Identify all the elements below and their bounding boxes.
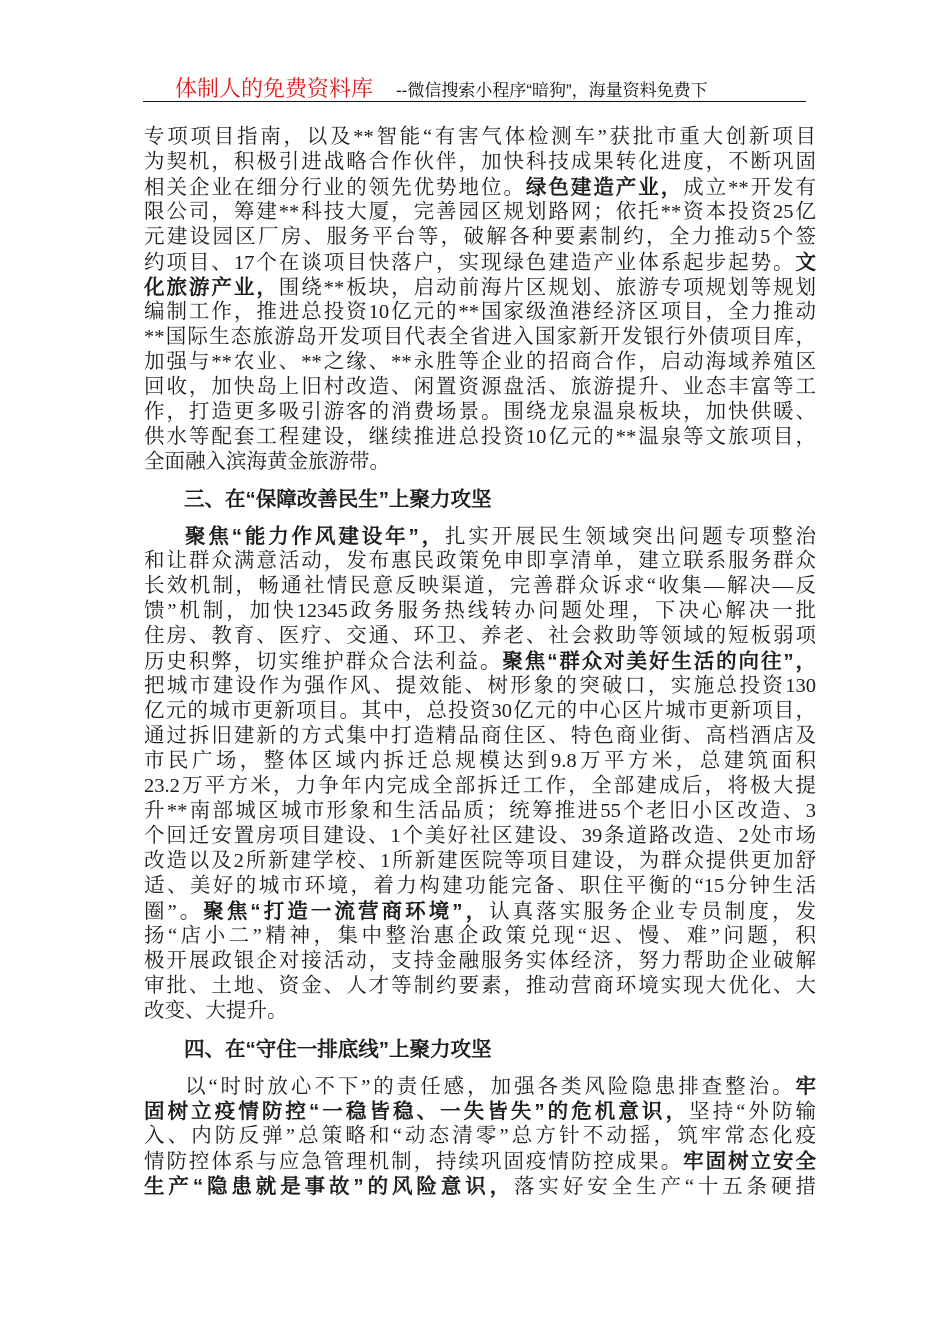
text-line — [144, 974, 816, 999]
text-line — [144, 624, 816, 649]
text-segment: 改变、大提升。 — [144, 1000, 288, 1022]
text-line — [144, 175, 816, 200]
text-segment: 全面融入滨海黄金旅游带。 — [144, 451, 390, 473]
text-segment: 适、美好的城市环境，着力构建功能完备、职住平衡的“15分钟生活 — [144, 875, 816, 897]
bold-text-segment: 聚焦“打造一流营商环境”， — [203, 900, 490, 923]
text-segment: 把城市建设作为强作风、提效能、树形象的突破口，实施总投资130 — [144, 675, 816, 697]
text-segment: 23.2万平方米，力争年内完成全部拆迁工作，全部建成后，将极大提 — [144, 775, 816, 797]
text-segment: 元建设园区厂房、服务平台等，破解各种要素制约，全力推动5个签 — [144, 226, 816, 248]
bold-text-segment: 生产“隐患就是事故”的风险意识， — [144, 1175, 515, 1198]
text-line — [144, 699, 816, 724]
text-segment: 馈”机制，加快12345政务服务热线转办问题处理，下决心解决一批 — [144, 600, 816, 622]
text-segment: 作，打造更多吸引游客的消费场景。围绕龙泉温泉板块，加快供暖、 — [144, 401, 816, 423]
text-segment: 编制工作，推进总投资10亿元的**国家级渔港经济区项目，全力推动 — [144, 301, 816, 323]
text-segment: 和让群众满意活动，发布惠民政策免申即享清单，建立联系服务群众 — [144, 550, 816, 572]
text-segment: 限公司，筹建**科技大厦，完善园区规划路网；依托**资本投资25亿 — [144, 201, 816, 223]
text-segment: 情防控体系与应急管理机制，持续巩固疫情防控成果。 — [144, 1151, 684, 1173]
text-line — [144, 1174, 816, 1199]
text-segment: 通过拆旧建新的方式集中打造精品商住区、特色商业街、高档酒店及 — [144, 725, 816, 747]
text-line — [144, 325, 816, 350]
section-heading-3: 三、在“保障改善民生”上聚力攻坚 — [184, 488, 492, 511]
text-line — [144, 1149, 816, 1174]
bold-text-segment: 聚焦“能力作风建设年”， — [185, 525, 445, 548]
text-segment: 成立**开发有 — [683, 177, 816, 199]
header-tagline: --微信搜索小程序“暗狗”，海量资料免费下 — [396, 81, 708, 100]
text-segment: 专项项目指南，以及**智能“有害气体检测车”获批市重大创新项目 — [144, 126, 816, 148]
text-line — [144, 849, 816, 874]
text-segment: 扎实开展民生领域突出问题专项整治 — [444, 526, 816, 548]
text-segment: 长效机制，畅通社情民意反映渠道，完善群众诉求“收集—解决—反 — [144, 575, 816, 597]
section-heading-4: 四、在“守住一排底线”上聚力攻坚 — [184, 1038, 492, 1061]
text-line — [144, 1124, 816, 1149]
text-line — [144, 125, 816, 150]
text-line — [144, 899, 816, 924]
text-segment: 约项目、17个在谈项目快落户，实现绿色建造产业体系起步起势。 — [144, 252, 796, 274]
brand-title: 体制人的免费资料库 — [175, 76, 374, 101]
text-line — [144, 649, 816, 674]
text-segment: 个回迁安置房项目建设、1个美好社区建设、39条道路改造、2处市场 — [144, 825, 816, 847]
text-line — [144, 425, 816, 450]
text-line — [144, 150, 816, 175]
paragraph-livelihood — [144, 524, 816, 1024]
text-segment: 升**南部城区城市形象和生活品质；统筹推进55个老旧小区改造、3 — [144, 800, 816, 822]
text-segment: 审批、土地、资金、人才等制约要素，推动营商环境实现大优化、大 — [144, 975, 816, 997]
text-segment: 认真落实服务企业专员制度，发 — [489, 901, 816, 923]
paragraph-industry — [144, 125, 816, 475]
text-line — [144, 549, 816, 574]
text-segment: 住房、教育、医疗、交通、环卫、养老、社会救助等领域的短板弱项 — [144, 625, 816, 647]
text-line — [144, 1099, 816, 1124]
text-segment: 以“时时放心不下”的责任感，加强各类风险隐患排查整治。 — [185, 1076, 796, 1098]
text-line — [144, 524, 816, 549]
text-segment: 极开展政银企对接活动，支持金融服务实体经济，努力帮助企业破解 — [144, 950, 816, 972]
text-segment: 历史积弊，切实维护群众合法利益。 — [144, 651, 503, 673]
text-segment: 为契机，积极引进战略合作伙伴，加快科技成果转化进度，不断巩固 — [144, 151, 816, 173]
text-line — [144, 599, 816, 624]
paragraph-bottom-line — [144, 1074, 816, 1199]
text-line — [144, 1074, 816, 1099]
text-line — [144, 674, 816, 699]
text-line — [144, 300, 816, 325]
bold-text-segment: 文 — [795, 251, 816, 274]
page-header — [143, 70, 806, 102]
bold-text-segment: 聚焦“群众对美好生活的向往”， — [502, 650, 816, 673]
text-segment: 围绕**板块，启动前海片区规划、旅游专项规划等规划 — [278, 277, 816, 299]
bold-text-segment: 绿色建造产业， — [525, 176, 684, 199]
text-line — [144, 400, 816, 425]
text-line — [144, 375, 816, 400]
text-segment: **国际生态旅游岛开发项目代表全省进入国家新开发银行外债项目库， — [144, 326, 816, 348]
text-line — [144, 350, 816, 375]
text-segment: 市民广场，整体区域内拆迁总规模达到9.8万平方米，总建筑面积 — [144, 750, 816, 772]
text-segment: 入、内防反弹”总策略和“动态清零”总方针不动摇，筑牢常态化疫 — [144, 1125, 816, 1147]
text-line — [144, 774, 816, 799]
text-segment: 回收，加快岛上旧村改造、闲置资源盘活、旅游提升、业态丰富等工 — [144, 376, 816, 398]
bold-text-segment: 化旅游产业， — [144, 276, 279, 299]
bold-text-segment: 牢固树立安全 — [683, 1150, 816, 1173]
bold-text-segment: 牢 — [795, 1075, 816, 1098]
text-segment: 亿元的城市更新项目。其中，总投资30亿元的中心区片城市更新项目， — [144, 700, 816, 722]
text-line — [144, 999, 816, 1024]
text-segment: 供水等配套工程建设，继续推进总投资10亿元的**温泉等文旅项目， — [144, 426, 816, 448]
text-segment: 落实好安全生产“十五条硬措 — [514, 1176, 816, 1198]
text-segment: 改造以及2所新建学校、1所新建医院等项目建设，为群众提供更加舒 — [144, 850, 816, 872]
text-segment: 相关企业在细分行业的领先优势地位。 — [144, 177, 526, 199]
text-segment: 扬“店小二”精神，集中整治惠企政策兑现“迟、慢、难”问题，积 — [144, 925, 816, 947]
text-line — [144, 574, 816, 599]
text-line — [144, 799, 816, 824]
text-line — [144, 924, 816, 949]
text-line — [144, 250, 816, 275]
text-line — [144, 450, 816, 475]
text-line — [144, 874, 816, 899]
text-line — [144, 949, 816, 974]
text-segment: 加强与**农业、**之缘、**永胜等企业的招商合作，启动海域养殖区 — [144, 351, 816, 373]
bold-text-segment: 固树立疫情防控“一稳皆稳、一失皆失”的危机意识， — [144, 1100, 690, 1123]
text-segment: 坚持“外防输 — [689, 1101, 816, 1123]
text-segment: 圈”。 — [144, 901, 204, 923]
text-line — [144, 724, 816, 749]
text-line — [144, 824, 816, 849]
text-line — [144, 225, 816, 250]
text-line — [144, 275, 816, 300]
text-line — [144, 200, 816, 225]
text-line — [144, 749, 816, 774]
